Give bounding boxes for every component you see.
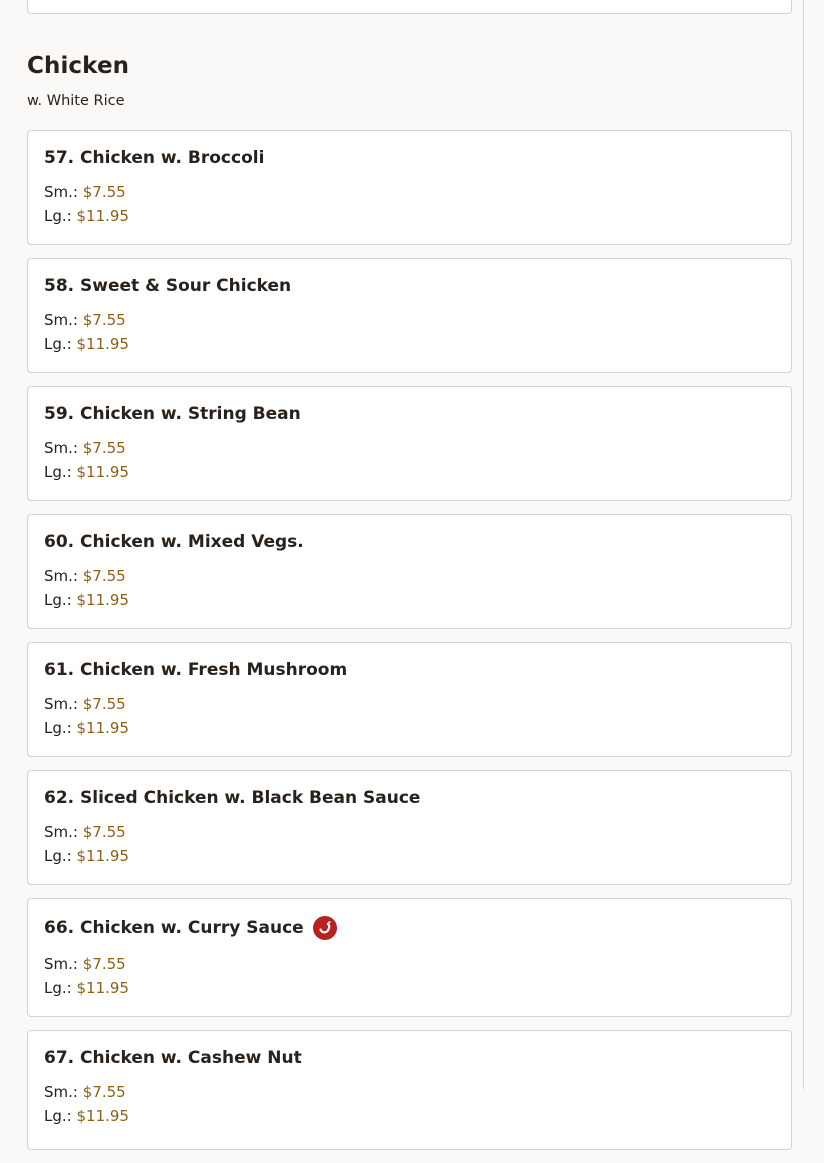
price-row-small: [44, 564, 775, 588]
menu-item-name: 62. Sliced Chicken w. Black Bean Sauce: [44, 788, 421, 808]
price-label: Lg.:: [44, 591, 72, 609]
price-row-large: [44, 844, 775, 868]
price-value: $7.55: [82, 695, 126, 713]
menu-item-name: 67. Chicken w. Cashew Nut: [44, 1048, 302, 1068]
price-value: $11.95: [76, 207, 129, 225]
price-label: Lg.:: [44, 335, 72, 353]
price-label: Lg.:: [44, 207, 72, 225]
menu-item-card[interactable]: [27, 1030, 792, 1150]
menu-item-name: 59. Chicken w. String Bean: [44, 404, 301, 424]
price-value: $11.95: [76, 719, 129, 737]
price-value: $7.55: [82, 823, 126, 841]
price-label: Sm.:: [44, 183, 78, 201]
menu-item-name: 66. Chicken w. Curry Sauce: [44, 918, 304, 938]
section-title: Chicken: [27, 53, 130, 79]
price-row-large: [44, 716, 775, 740]
menu-item-name: 60. Chicken w. Mixed Vegs.: [44, 532, 304, 552]
price-list: [44, 308, 775, 356]
price-label: Sm.:: [44, 311, 78, 329]
price-label: Sm.:: [44, 1083, 78, 1101]
price-value: $7.55: [82, 955, 126, 973]
section-subtitle: w. White Rice: [27, 93, 125, 109]
price-value: $7.55: [82, 1083, 126, 1101]
menu-item-card[interactable]: [27, 642, 792, 757]
price-value: $11.95: [76, 979, 129, 997]
price-label: Lg.:: [44, 1107, 72, 1125]
price-value: $11.95: [76, 463, 129, 481]
menu-item-card[interactable]: [27, 898, 792, 1017]
menu-item-name: 61. Chicken w. Fresh Mushroom: [44, 660, 348, 680]
price-value: $7.55: [82, 439, 126, 457]
price-label: Sm.:: [44, 695, 78, 713]
price-row-small: [44, 436, 775, 460]
price-row-large: [44, 588, 775, 612]
price-row-small: [44, 820, 775, 844]
menu-item-card[interactable]: [27, 258, 792, 373]
price-row-large: [44, 1104, 775, 1128]
price-value: $11.95: [76, 335, 129, 353]
scroll-edge-divider: [803, 0, 804, 1089]
price-value: $11.95: [76, 1107, 129, 1125]
menu-item-name: 57. Chicken w. Broccoli: [44, 148, 265, 168]
price-row-large: [44, 332, 775, 356]
price-value: $7.55: [82, 567, 126, 585]
price-list: [44, 436, 775, 484]
price-row-small: [44, 1080, 775, 1104]
price-value: $11.95: [76, 847, 129, 865]
price-label: Sm.:: [44, 823, 78, 841]
price-value: $7.55: [82, 311, 126, 329]
price-list: [44, 952, 775, 1000]
previous-menu-item-card[interactable]: [27, 0, 792, 14]
price-list: [44, 180, 775, 228]
price-label: Lg.:: [44, 847, 72, 865]
price-row-small: [44, 180, 775, 204]
price-row-small: [44, 952, 775, 976]
price-row-small: [44, 308, 775, 332]
menu-item-card[interactable]: [27, 386, 792, 501]
hot-pepper-icon: [313, 916, 337, 940]
price-label: Sm.:: [44, 567, 78, 585]
price-label: Sm.:: [44, 439, 78, 457]
price-label: Lg.:: [44, 719, 72, 737]
price-label: Lg.:: [44, 979, 72, 997]
price-list: [44, 692, 775, 740]
price-row-small: [44, 692, 775, 716]
menu-item-list: [27, 130, 792, 1163]
price-row-large: [44, 460, 775, 484]
price-list: [44, 564, 775, 612]
menu-item-name: 58. Sweet & Sour Chicken: [44, 276, 292, 296]
price-value: $7.55: [82, 183, 126, 201]
price-list: [44, 820, 775, 868]
menu-item-name-row: [44, 915, 775, 941]
price-label: Lg.:: [44, 463, 72, 481]
menu-item-card[interactable]: [27, 130, 792, 245]
menu-item-card[interactable]: [27, 514, 792, 629]
price-row-large: [44, 204, 775, 228]
menu-item-card[interactable]: [27, 770, 792, 885]
price-list: [44, 1080, 775, 1128]
price-label: Sm.:: [44, 955, 78, 973]
price-value: $11.95: [76, 591, 129, 609]
price-row-large: [44, 976, 775, 1000]
